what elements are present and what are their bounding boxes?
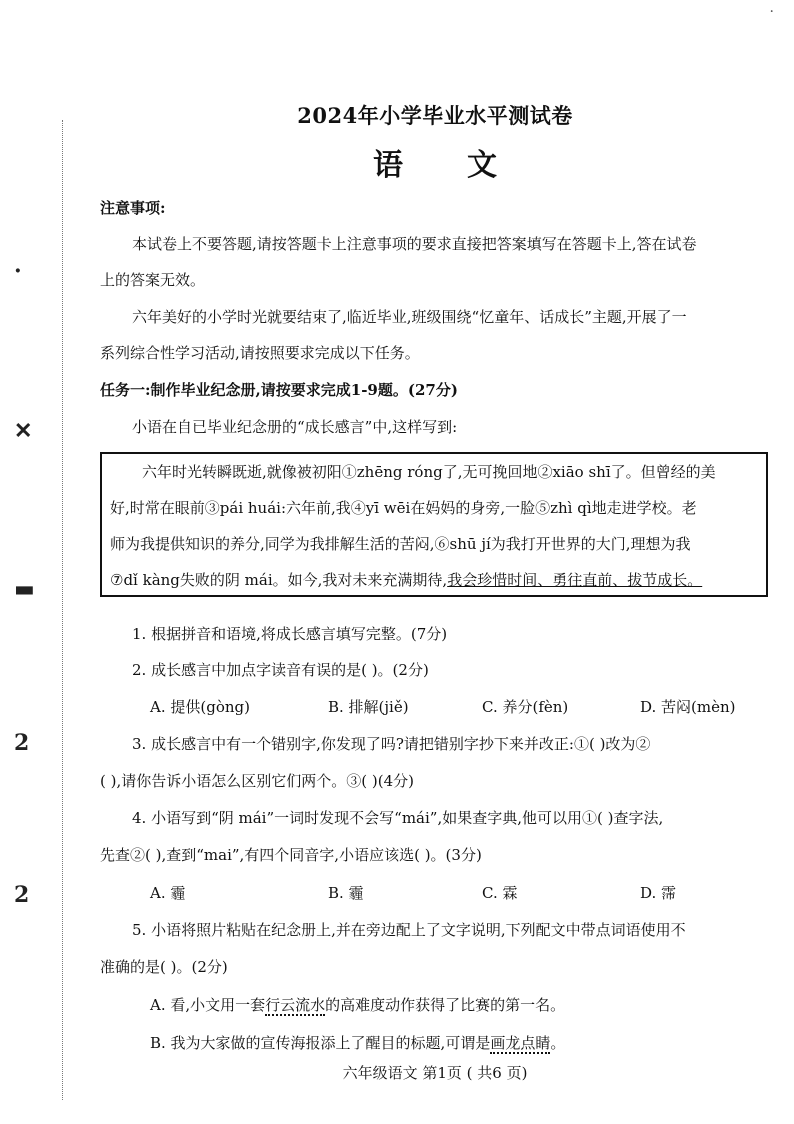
margin-mark: 2: [14, 882, 30, 908]
option-d: D. 霈: [640, 884, 677, 902]
margin-mark: ▬: [14, 576, 35, 602]
option-b: B. 霾: [328, 884, 364, 902]
question-3: 3. 成长感言中有一个错别字,你发现了吗?请把错别字抄下来并改正:①( )改为②: [132, 735, 651, 753]
dotted-idiom: 行云流水: [265, 996, 326, 1014]
subject-title: 语文: [373, 148, 561, 183]
margin-mark: ·: [14, 258, 22, 284]
page-footer: 六年级语文 第1页 ( 共6 页): [342, 1064, 528, 1082]
task-lead: 小语在自已毕业纪念册的“成长感言”中,这样写到:: [132, 418, 458, 436]
option-a: A. 提供(gòng): [150, 698, 250, 716]
notice-heading: 注意事项:: [100, 199, 166, 217]
passage-line: 六年时光转瞬既逝,就像被初阳①zhēng róng了,无可挽回地②xiāo shī了。但曾经的美: [142, 463, 716, 481]
question-3-cont: ( ),请你告诉小语怎么区别它们两个。③( )(4分): [100, 772, 414, 790]
option-text: B. 我为大家做的宣传海报添上了醒目的标题,可谓是: [150, 1034, 491, 1052]
question-4-cont: 先查②( ),查到“mai”,有四个同音字,小语应该选( )。(3分): [100, 846, 482, 864]
passage-text: ⑦dǐ kàng失败的阴 mái。如今,我对未来充满期待,: [110, 571, 448, 589]
question-5-cont: 准确的是( )。(2分): [100, 958, 228, 976]
notice-text: 本试卷上不要答题,请按答题卡上注意事项的要求直接把答案填写在答题卡上,答在试卷: [132, 235, 697, 253]
growth-passage-box: [100, 452, 768, 597]
passage-underlined-text: 我会珍惜时间、勇往直前、拔节成长。: [447, 571, 703, 589]
corner-mark: ·: [769, 4, 774, 20]
question-5-option-b: [150, 1033, 770, 1053]
intro-text: 系列综合性学习活动,请按照要求完成以下任务。: [100, 344, 420, 362]
option-d: D. 苦闷(mèn): [640, 698, 736, 716]
passage-line: 师为我提供知识的养分,同学为我排解生活的苦闷,⑥shū jí为我打开世界的大门,理想为我: [110, 535, 691, 553]
question-5: 5. 小语将照片粘贴在纪念册上,并在旁边配上了文字说明,下列配文中带点词语使用不: [132, 921, 686, 939]
intro-text: 六年美好的小学时光就要结束了,临近毕业,班级围绕“忆童年、话成长”主题,开展了一: [132, 308, 687, 326]
option-c: C. 养分(fèn): [482, 698, 569, 716]
option-text: 。: [550, 1034, 566, 1052]
task-heading: 任务一:制作毕业纪念册,请按要求完成1-9题。(27分): [100, 381, 458, 399]
passage-line: 好,时常在眼前③pái huái:六年前,我④yī wēi在妈妈的身旁,一脸⑤zhì qì地走进学校。老: [110, 499, 697, 517]
notice-text: 上的答案无效。: [100, 271, 206, 289]
question-4: 4. 小语写到“阴 mái”一词时发现不会写“mái”,如果查字典,他可以用①( )查字法,: [132, 809, 664, 827]
option-c: C. 霖: [482, 884, 518, 902]
margin-mark: ✕: [14, 418, 33, 444]
option-a: A. 霾: [150, 884, 186, 902]
passage-line: [110, 570, 760, 590]
question-2: 2. 成长感言中加点字读音有误的是( )。(2分): [132, 661, 429, 679]
question-1: 1. 根据拼音和语境,将成长感言填写完整。(7分): [132, 625, 448, 643]
option-text: A. 看,小文用一套: [150, 996, 266, 1014]
binding-line: [62, 120, 63, 1100]
margin-mark: 2: [14, 730, 30, 756]
dotted-idiom: 画龙点睛: [490, 1034, 551, 1052]
option-text: 的高难度动作获得了比赛的第一名。: [325, 996, 566, 1014]
option-b: B. 排解(jiě): [328, 698, 409, 716]
question-5-option-a: [150, 995, 770, 1015]
page-title: 2024年小学毕业水平测试卷: [297, 103, 573, 128]
